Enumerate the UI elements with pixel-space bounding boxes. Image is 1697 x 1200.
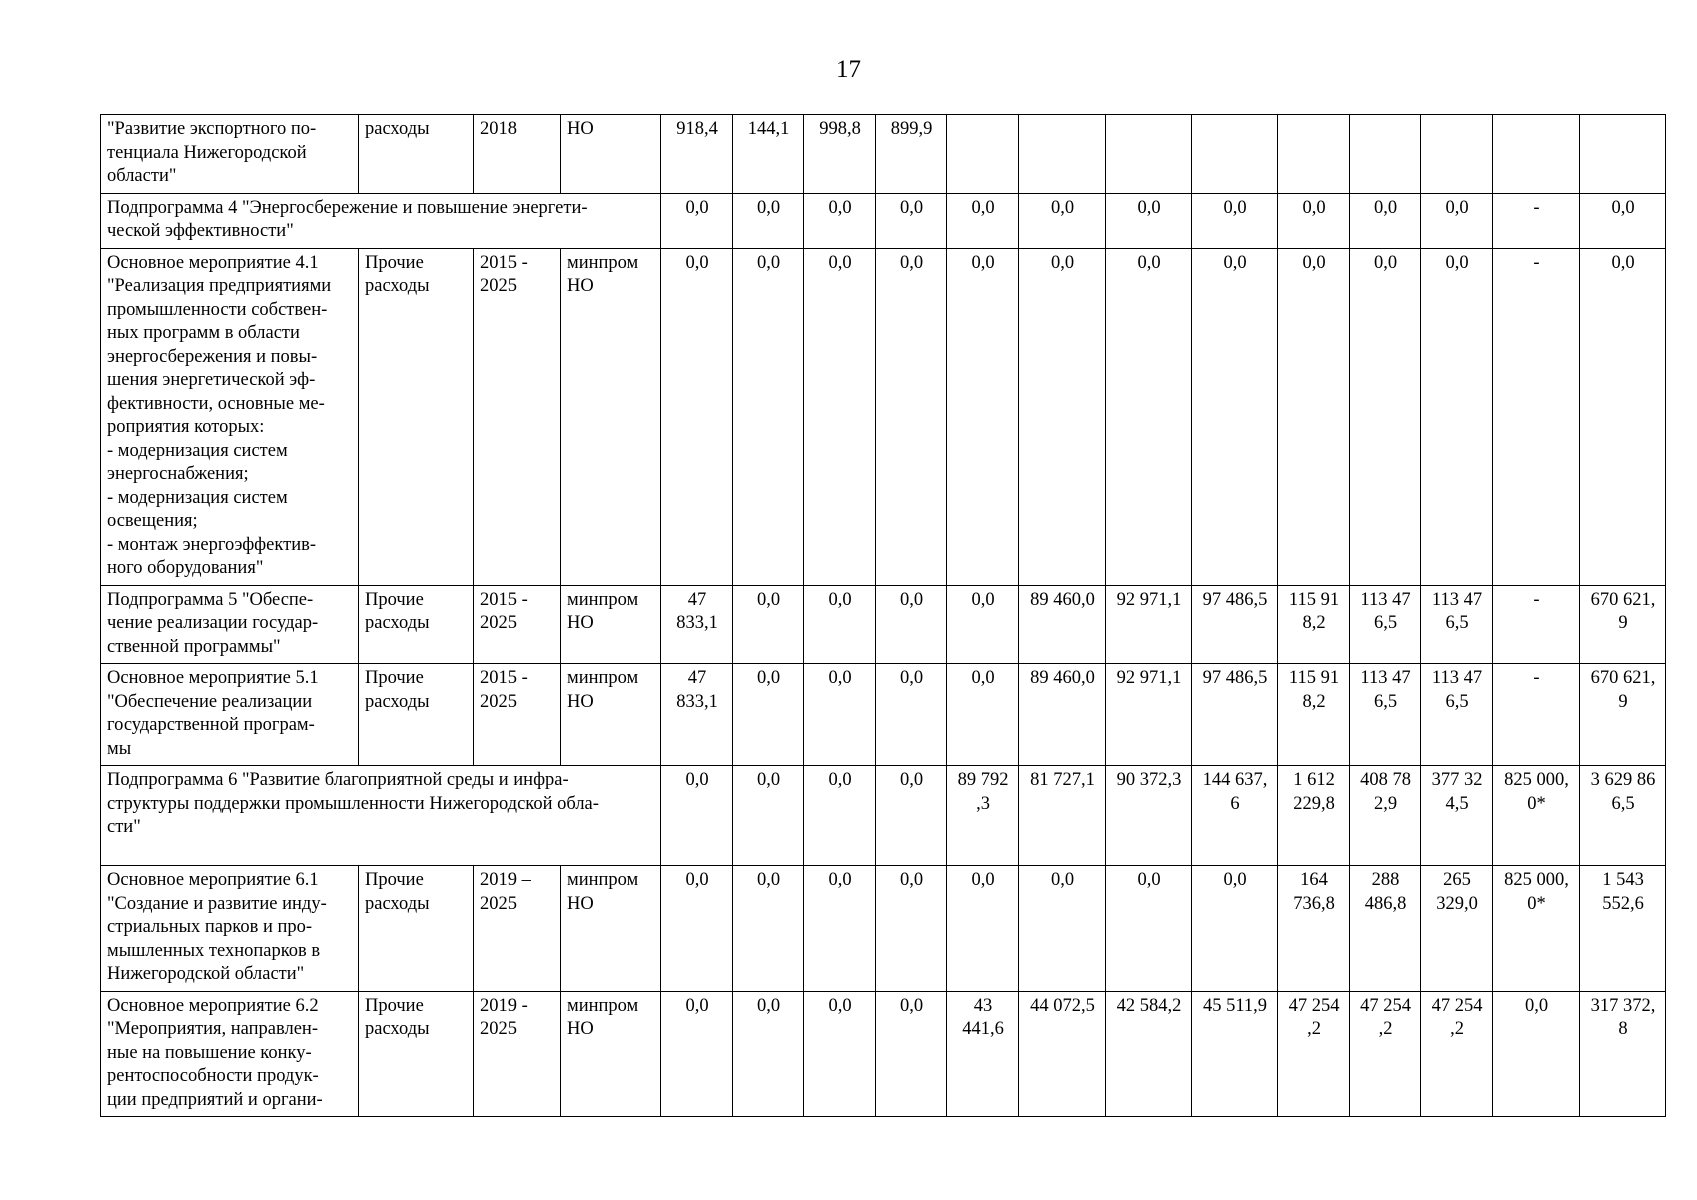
expense-type-cell: Прочие расходы bbox=[359, 585, 474, 664]
executor-cell: минпром НО bbox=[561, 248, 661, 585]
table-row bbox=[101, 991, 1666, 1117]
measure-name-cell: Основное мероприятие 6.1 "Создание и развитие инду- стриальных парков и про- мышленных технопарков в Нижегородской области" bbox=[101, 866, 359, 992]
value-cell: 0,0 bbox=[733, 248, 804, 585]
value-cell: 825 000, 0* bbox=[1493, 866, 1580, 992]
period-cell: 2019 - 2025 bbox=[474, 991, 561, 1117]
executor-cell: минпром НО bbox=[561, 664, 661, 766]
value-cell: 0,0 bbox=[804, 585, 876, 664]
value-cell: 97 486,5 bbox=[1192, 585, 1278, 664]
value-cell bbox=[947, 115, 1019, 194]
value-cell: - bbox=[1493, 248, 1580, 585]
value-cell bbox=[1493, 115, 1580, 194]
value-cell: 0,0 bbox=[733, 766, 804, 866]
value-cell: 47 254 ,2 bbox=[1350, 991, 1421, 1117]
value-cell: 44 072,5 bbox=[1019, 991, 1106, 1117]
value-cell: 288 486,8 bbox=[1350, 866, 1421, 992]
value-cell: 45 511,9 bbox=[1192, 991, 1278, 1117]
value-cell: 97 486,5 bbox=[1192, 664, 1278, 766]
value-cell: 113 47 6,5 bbox=[1350, 664, 1421, 766]
value-cell: - bbox=[1493, 193, 1580, 248]
table-row bbox=[101, 193, 1666, 248]
value-cell: 0,0 bbox=[947, 866, 1019, 992]
measure-name-cell: Основное мероприятие 5.1 "Обеспечение реализации государственной програм- мы bbox=[101, 664, 359, 766]
value-cell: 0,0 bbox=[876, 766, 947, 866]
value-cell: 0,0 bbox=[804, 866, 876, 992]
period-cell: 2015 - 2025 bbox=[474, 664, 561, 766]
value-cell: 89 460,0 bbox=[1019, 585, 1106, 664]
value-cell: 0,0 bbox=[947, 248, 1019, 585]
value-cell: 89 792 ,3 bbox=[947, 766, 1019, 866]
value-cell: 144 637, 6 bbox=[1192, 766, 1278, 866]
value-cell: 0,0 bbox=[661, 866, 733, 992]
expense-type-cell: Прочие расходы bbox=[359, 664, 474, 766]
value-cell: 144,1 bbox=[733, 115, 804, 194]
table-row bbox=[101, 664, 1666, 766]
value-cell: 0,0 bbox=[1106, 193, 1192, 248]
value-cell: 1 543 552,6 bbox=[1580, 866, 1666, 992]
value-cell: 0,0 bbox=[947, 585, 1019, 664]
executor-cell: минпром НО bbox=[561, 585, 661, 664]
value-cell: 115 91 8,2 bbox=[1278, 664, 1350, 766]
value-cell: 47 254 ,2 bbox=[1278, 991, 1350, 1117]
value-cell: 89 460,0 bbox=[1019, 664, 1106, 766]
value-cell: 0,0 bbox=[1278, 248, 1350, 585]
value-cell: 0,0 bbox=[1106, 248, 1192, 585]
value-cell: 0,0 bbox=[733, 664, 804, 766]
value-cell bbox=[1019, 115, 1106, 194]
value-cell: 92 971,1 bbox=[1106, 664, 1192, 766]
value-cell: 0,0 bbox=[1350, 193, 1421, 248]
value-cell: 113 47 6,5 bbox=[1421, 664, 1493, 766]
value-cell: 0,0 bbox=[733, 991, 804, 1117]
table-row bbox=[101, 115, 1666, 194]
period-cell: 2015 - 2025 bbox=[474, 585, 561, 664]
value-cell: 92 971,1 bbox=[1106, 585, 1192, 664]
value-cell: 0,0 bbox=[661, 766, 733, 866]
program-name-cell: Подпрограмма 6 "Развитие благоприятной среды и инфра- структуры поддержки промышленности Нижегородской обла- сти" bbox=[101, 766, 661, 866]
value-cell: 47 833,1 bbox=[661, 585, 733, 664]
value-cell: 0,0 bbox=[876, 193, 947, 248]
value-cell: 0,0 bbox=[1019, 866, 1106, 992]
value-cell: 0,0 bbox=[661, 248, 733, 585]
value-cell: 164 736,8 bbox=[1278, 866, 1350, 992]
value-cell: 0,0 bbox=[947, 664, 1019, 766]
period-cell: 2018 bbox=[474, 115, 561, 194]
value-cell: 0,0 bbox=[804, 664, 876, 766]
executor-cell: НО bbox=[561, 115, 661, 194]
expense-type-cell: Прочие расходы bbox=[359, 866, 474, 992]
value-cell: 0,0 bbox=[1421, 248, 1493, 585]
value-cell: 113 47 6,5 bbox=[1421, 585, 1493, 664]
value-cell: 998,8 bbox=[804, 115, 876, 194]
measure-name-cell: "Развитие экспортного по- тенциала Нижегородской области" bbox=[101, 115, 359, 194]
expense-type-cell: расходы bbox=[359, 115, 474, 194]
value-cell bbox=[1580, 115, 1666, 194]
value-cell: 0,0 bbox=[947, 193, 1019, 248]
value-cell: 0,0 bbox=[1350, 248, 1421, 585]
value-cell: 0,0 bbox=[1192, 193, 1278, 248]
value-cell: 0,0 bbox=[804, 193, 876, 248]
value-cell: 1 612 229,8 bbox=[1278, 766, 1350, 866]
value-cell: 43 441,6 bbox=[947, 991, 1019, 1117]
value-cell: 0,0 bbox=[1580, 193, 1666, 248]
budget-table bbox=[100, 114, 1666, 1117]
value-cell: 0,0 bbox=[733, 585, 804, 664]
table-row bbox=[101, 766, 1666, 866]
table-row bbox=[101, 248, 1666, 585]
value-cell: 0,0 bbox=[804, 766, 876, 866]
value-cell bbox=[1192, 115, 1278, 194]
value-cell: 0,0 bbox=[1019, 248, 1106, 585]
value-cell: 0,0 bbox=[876, 585, 947, 664]
value-cell: - bbox=[1493, 585, 1580, 664]
value-cell: 670 621, 9 bbox=[1580, 585, 1666, 664]
value-cell: 899,9 bbox=[876, 115, 947, 194]
value-cell bbox=[1278, 115, 1350, 194]
table-row bbox=[101, 585, 1666, 664]
value-cell: 0,0 bbox=[876, 248, 947, 585]
value-cell: 408 78 2,9 bbox=[1350, 766, 1421, 866]
value-cell bbox=[1421, 115, 1493, 194]
value-cell: 81 727,1 bbox=[1019, 766, 1106, 866]
table-row bbox=[101, 866, 1666, 992]
value-cell: 670 621, 9 bbox=[1580, 664, 1666, 766]
value-cell: 0,0 bbox=[733, 193, 804, 248]
executor-cell: минпром НО bbox=[561, 866, 661, 992]
value-cell bbox=[1350, 115, 1421, 194]
value-cell: 0,0 bbox=[661, 193, 733, 248]
expense-type-cell: Прочие расходы bbox=[359, 991, 474, 1117]
value-cell: 90 372,3 bbox=[1106, 766, 1192, 866]
value-cell: 317 372, 8 bbox=[1580, 991, 1666, 1117]
value-cell: 3 629 86 6,5 bbox=[1580, 766, 1666, 866]
value-cell: 0,0 bbox=[1106, 866, 1192, 992]
page-number: 17 bbox=[836, 56, 861, 83]
value-cell: 0,0 bbox=[733, 866, 804, 992]
value-cell: 265 329,0 bbox=[1421, 866, 1493, 992]
value-cell: 0,0 bbox=[1278, 193, 1350, 248]
value-cell: 42 584,2 bbox=[1106, 991, 1192, 1117]
value-cell: 0,0 bbox=[1192, 248, 1278, 585]
measure-name-cell: Основное мероприятие 6.2 "Мероприятия, направлен- ные на повышение конку- рентоспособности продук- ции предприятий и органи- bbox=[101, 991, 359, 1117]
value-cell: - bbox=[1493, 664, 1580, 766]
period-cell: 2019 – 2025 bbox=[474, 866, 561, 992]
value-cell bbox=[1106, 115, 1192, 194]
value-cell: 0,0 bbox=[876, 866, 947, 992]
measure-name-cell: Основное мероприятие 4.1 "Реализация предприятиями промышленности собствен- ных программ в области энергосбережения и повы- шения энергетической эф- фективности, основные ме- роприятия которых: - модернизация систем энергоснабжения; - модернизация систем освещения; - монтаж энергоэффектив- ного оборудования" bbox=[101, 248, 359, 585]
value-cell: 113 47 6,5 bbox=[1350, 585, 1421, 664]
value-cell: 0,0 bbox=[1421, 193, 1493, 248]
value-cell: 377 32 4,5 bbox=[1421, 766, 1493, 866]
value-cell: 0,0 bbox=[1580, 248, 1666, 585]
value-cell: 0,0 bbox=[876, 991, 947, 1117]
value-cell: 0,0 bbox=[1019, 193, 1106, 248]
period-cell: 2015 - 2025 bbox=[474, 248, 561, 585]
value-cell: 47 254 ,2 bbox=[1421, 991, 1493, 1117]
value-cell: 918,4 bbox=[661, 115, 733, 194]
value-cell: 0,0 bbox=[1493, 991, 1580, 1117]
expense-type-cell: Прочие расходы bbox=[359, 248, 474, 585]
value-cell: 0,0 bbox=[876, 664, 947, 766]
value-cell: 47 833,1 bbox=[661, 664, 733, 766]
value-cell: 0,0 bbox=[661, 991, 733, 1117]
executor-cell: минпром НО bbox=[561, 991, 661, 1117]
value-cell: 825 000, 0* bbox=[1493, 766, 1580, 866]
value-cell: 0,0 bbox=[804, 248, 876, 585]
value-cell: 0,0 bbox=[1192, 866, 1278, 992]
value-cell: 0,0 bbox=[804, 991, 876, 1117]
program-name-cell: Подпрограмма 4 "Энергосбережение и повышение энергети- ческой эффективности" bbox=[101, 193, 661, 248]
measure-name-cell: Подпрограмма 5 "Обеспе- чение реализации государ- ственной программы" bbox=[101, 585, 359, 664]
value-cell: 115 91 8,2 bbox=[1278, 585, 1350, 664]
